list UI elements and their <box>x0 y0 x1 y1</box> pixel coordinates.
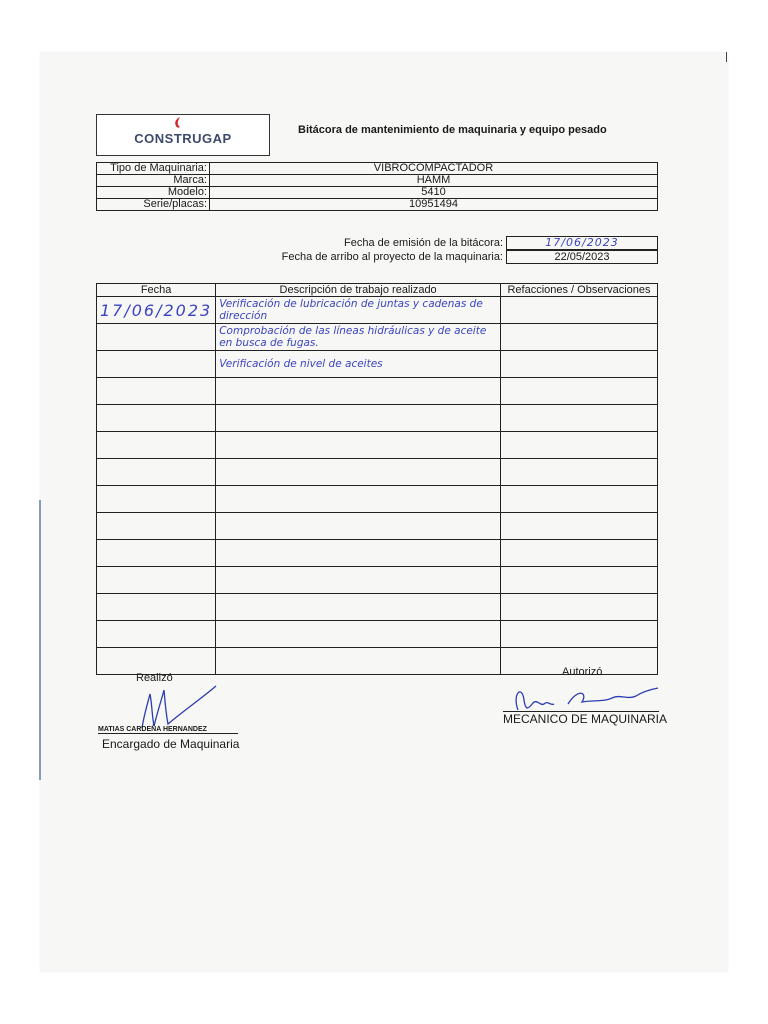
page-edge-mark <box>726 52 727 62</box>
log-observations-cell <box>501 594 658 621</box>
log-header-row <box>97 284 658 297</box>
log-row <box>97 567 658 594</box>
log-description-cell <box>216 297 501 324</box>
signature-line-left <box>98 733 238 734</box>
authorized-by-title: Autorizó <box>562 666 603 678</box>
log-row <box>97 351 658 378</box>
log-row <box>97 621 658 648</box>
log-description-cell <box>216 567 501 594</box>
log-observations-cell <box>501 513 658 540</box>
log-description-cell <box>216 648 501 675</box>
log-date-cell <box>97 297 216 324</box>
log-date-cell <box>97 621 216 648</box>
log-description-cell <box>216 405 501 432</box>
log-date-cell <box>97 432 216 459</box>
info-label: Tipo de Maquinaria: <box>97 163 210 175</box>
log-row <box>97 459 658 486</box>
logo-text: CONSTRUGAP <box>134 131 232 146</box>
log-date-cell <box>97 648 216 675</box>
emission-date-value: 17/06/2023 <box>506 236 658 250</box>
info-value: HAMM <box>210 175 658 187</box>
authorizer-role: MECANICO DE MAQUINARIA <box>503 712 668 726</box>
log-observations-cell <box>501 297 658 324</box>
log-date-cell <box>97 567 216 594</box>
log-date-cell <box>97 324 216 351</box>
log-date-cell <box>97 459 216 486</box>
document-title: Bitácora de mantenimiento de maquinaria y equipo pesado <box>298 124 607 136</box>
log-date-cell <box>97 405 216 432</box>
log-row <box>97 378 658 405</box>
dates-block <box>260 236 658 264</box>
log-description-cell <box>216 540 501 567</box>
log-date-cell <box>97 486 216 513</box>
log-date-cell <box>97 594 216 621</box>
machine-info-table <box>96 162 658 211</box>
info-label: Modelo: <box>97 187 210 199</box>
emission-date-row <box>260 236 658 250</box>
log-description-cell <box>216 486 501 513</box>
log-row <box>97 432 658 459</box>
log-description-cell <box>216 351 501 378</box>
page-edge <box>39 500 41 780</box>
log-description-cell <box>216 432 501 459</box>
company-logo <box>96 114 270 156</box>
info-label: Marca: <box>97 175 210 187</box>
emission-date-label: Fecha de emisión de la bitácora: <box>344 237 503 249</box>
info-row <box>97 175 658 187</box>
log-row <box>97 540 658 567</box>
log-description-text: Verificación de nivel de aceites <box>219 358 383 370</box>
col-header-description: Descripción de trabajo realizado <box>216 284 501 297</box>
log-observations-cell <box>501 540 658 567</box>
performed-by-title: Realizó <box>136 672 173 684</box>
log-description-cell <box>216 594 501 621</box>
log-date-text: 17/06/2023 <box>100 300 213 320</box>
info-label: Serie/placas: <box>97 199 210 211</box>
log-row <box>97 513 658 540</box>
arrival-date-row <box>260 250 658 264</box>
log-date-cell <box>97 378 216 405</box>
log-description-text: Verificación de lubricación de juntas y cadenas de dirección <box>219 298 483 322</box>
log-row <box>97 297 658 324</box>
log-row <box>97 486 658 513</box>
info-row <box>97 163 658 175</box>
info-row <box>97 199 658 211</box>
log-description-text: Comprobación de las líneas hidráulicas y de aceite en busca de fugas. <box>219 325 487 349</box>
log-date-cell <box>97 513 216 540</box>
log-observations-cell <box>501 621 658 648</box>
log-observations-cell <box>501 459 658 486</box>
info-row <box>97 187 658 199</box>
arrival-date-value: 22/05/2023 <box>506 250 658 264</box>
signature-left <box>112 680 222 730</box>
log-date-cell <box>97 351 216 378</box>
log-observations-cell <box>501 567 658 594</box>
log-description-cell <box>216 459 501 486</box>
col-header-observations: Refacciones / Observaciones <box>501 284 658 297</box>
arrival-date-label: Fecha de arribo al proyecto de la maquinaria: <box>281 251 503 263</box>
maintenance-log-table <box>96 283 658 675</box>
info-value: VIBROCOMPACTADOR <box>210 163 658 175</box>
log-observations-cell <box>501 351 658 378</box>
log-description-cell <box>216 324 501 351</box>
log-date-cell <box>97 540 216 567</box>
log-observations-cell <box>501 405 658 432</box>
info-value: 10951494 <box>210 199 658 211</box>
performer-name: MATIAS CARDEÑA HERNANDEZ <box>98 726 207 733</box>
log-description-cell <box>216 621 501 648</box>
info-value: 5410 <box>210 187 658 199</box>
logo-flame-icon <box>173 117 183 129</box>
log-observations-cell <box>501 324 658 351</box>
col-header-date: Fecha <box>97 284 216 297</box>
log-observations-cell <box>501 378 658 405</box>
log-description-cell <box>216 378 501 405</box>
log-description-cell <box>216 513 501 540</box>
log-row <box>97 405 658 432</box>
log-observations-cell <box>501 432 658 459</box>
performer-role: Encargado de Maquinaria <box>102 737 240 751</box>
log-observations-cell <box>501 486 658 513</box>
log-row <box>97 594 658 621</box>
log-row <box>97 324 658 351</box>
